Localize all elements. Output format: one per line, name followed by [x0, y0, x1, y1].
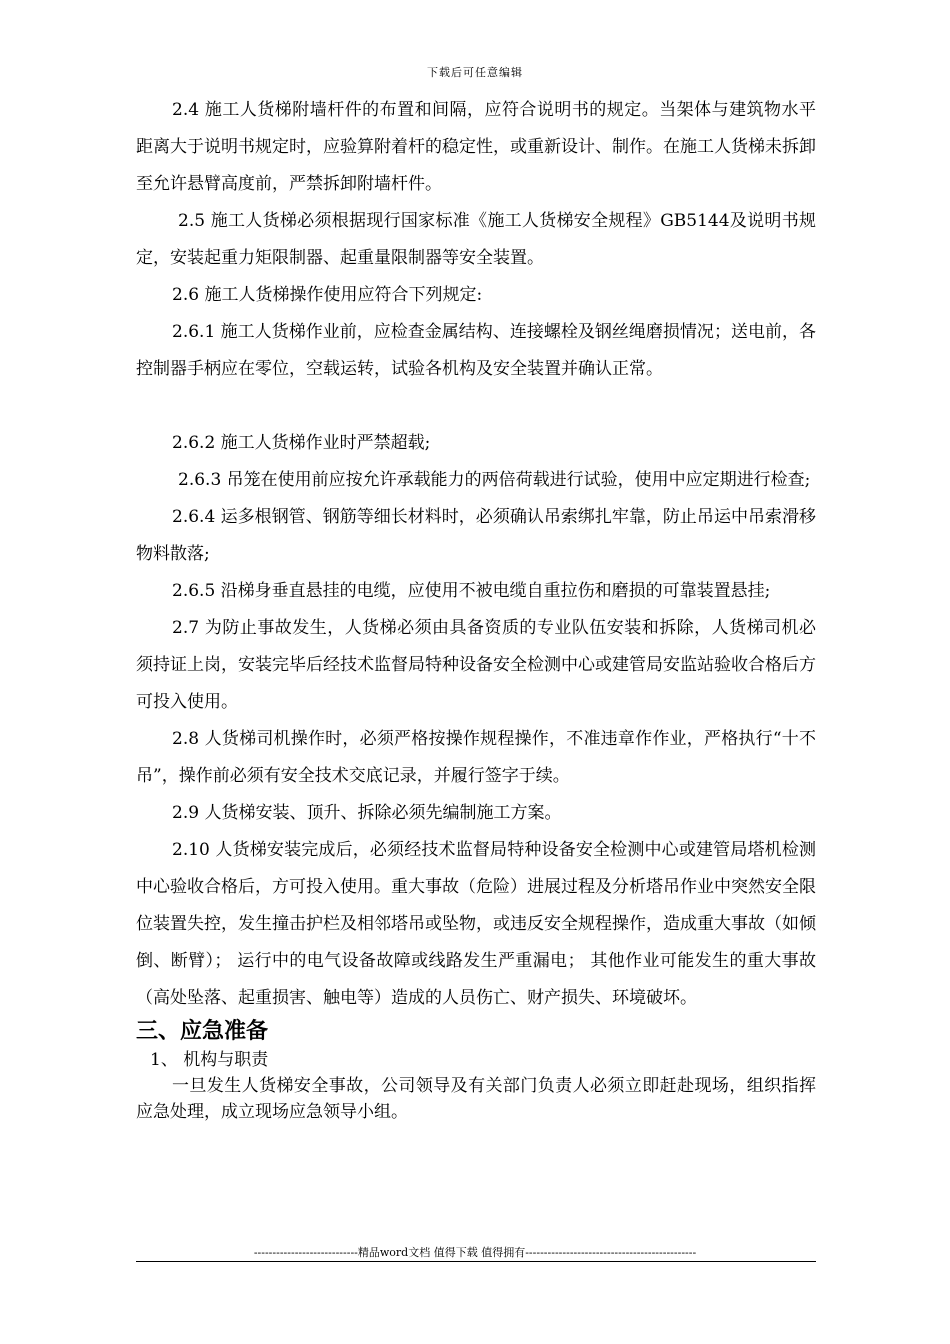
paragraph-2-6: 2.6 施工人货梯操作使用应符合下列规定:	[172, 285, 483, 305]
document-body	[136, 92, 816, 1125]
paragraph-2-8: 2.8 人货梯司机操作时，必须严格按操作规程操作，不准违章作作业，严格执行“十不吊”，操作前必须有安全技术交底记录，并履行签字于续。	[136, 729, 816, 786]
paragraph-2-6-3: 2.6.3 吊笼在使用前应按允许承载能力的两倍荷载进行试验，使用中应定期进行检查;	[178, 470, 811, 490]
section-three-item-1-title: 1、 机构与职责	[150, 1050, 269, 1070]
paragraph-2-10: 2.10 人货梯安装完成后，必须经技术监督局特种设备安全检测中心或建管局塔机检测中心验收合格后，方可投入使用。重大事故（危险）进展过程及分析塔吊作业中突然安全限位装置失控，发生撞击护栏及相邻塔吊或坠物，或违反安全规程操作，造成重大事故（如倾倒、断臂）； 运行中的电气设备故障或线路发生严重漏电； 其他作业可能发生的重大事故（高处坠落、起重损害、触电等）造成的人员伤亡、财产损失、环境破坏。	[136, 840, 816, 1008]
paragraph-2-5: 2.5 施工人货梯必须根据现行国家标准《施工人货梯安全规程》GB5144及说明书规定，安装起重力矩限制器、起重量限制器等安全装置。	[136, 211, 816, 268]
section-three-item-1-body: 一旦发生人货梯安全事故，公司领导及有关部门负责人必须立即赶赴现场，组织指挥应急处理，成立现场应急领导小组。	[136, 1076, 816, 1122]
paragraph-2-7: 2.7 为防止事故发生，人货梯必须由具备资质的专业队伍安装和拆除，人货梯司机必须持证上岗，安装完毕后经技术监督局特种设备安全检测中心或建管局安监站验收合格后方可投入使用。	[136, 618, 816, 712]
footer-divider	[136, 1261, 816, 1262]
paragraph-2-6-5: 2.6.5 沿梯身垂直悬挂的电缆，应使用不被电缆自重拉伤和磨损的可靠装置悬挂;	[172, 581, 771, 601]
section-three-heading: 三、应急准备	[136, 1019, 269, 1044]
blank-line	[136, 388, 816, 425]
paragraph-2-6-2: 2.6.2 施工人货梯作业时严禁超载;	[172, 433, 431, 453]
paragraph-2-9: 2.9 人货梯安装、顶升、拆除必须先编制施工方案。	[172, 803, 562, 823]
paragraph-2-4: 2.4 施工人货梯附墙杆件的布置和间隔，应符合说明书的规定。当架体与建筑物水平距离大于说明书规定时，应验算附着杆的稳定性，或重新设计、制作。在施工人货梯未拆卸至允许悬臂高度前，严禁拆卸附墙杆件。	[136, 100, 816, 194]
page-footer-note: ----------------------------精品word文档 值得下载 值得拥有----------------------------------------------	[253, 1246, 697, 1259]
page-header-note: 下载后可任意编辑	[427, 66, 523, 79]
paragraph-2-6-1: 2.6.1 施工人货梯作业前，应检查金属结构、连接螺栓及钢丝绳磨损情况；送电前，各控制器手柄应在零位，空载运转，试验各机构及安全装置并确认正常。	[136, 322, 816, 379]
paragraph-2-6-4: 2.6.4 运多根钢管、钢筋等细长材料时，必须确认吊索绑扎牢靠，防止吊运中吊索滑移物料散落;	[136, 507, 816, 564]
